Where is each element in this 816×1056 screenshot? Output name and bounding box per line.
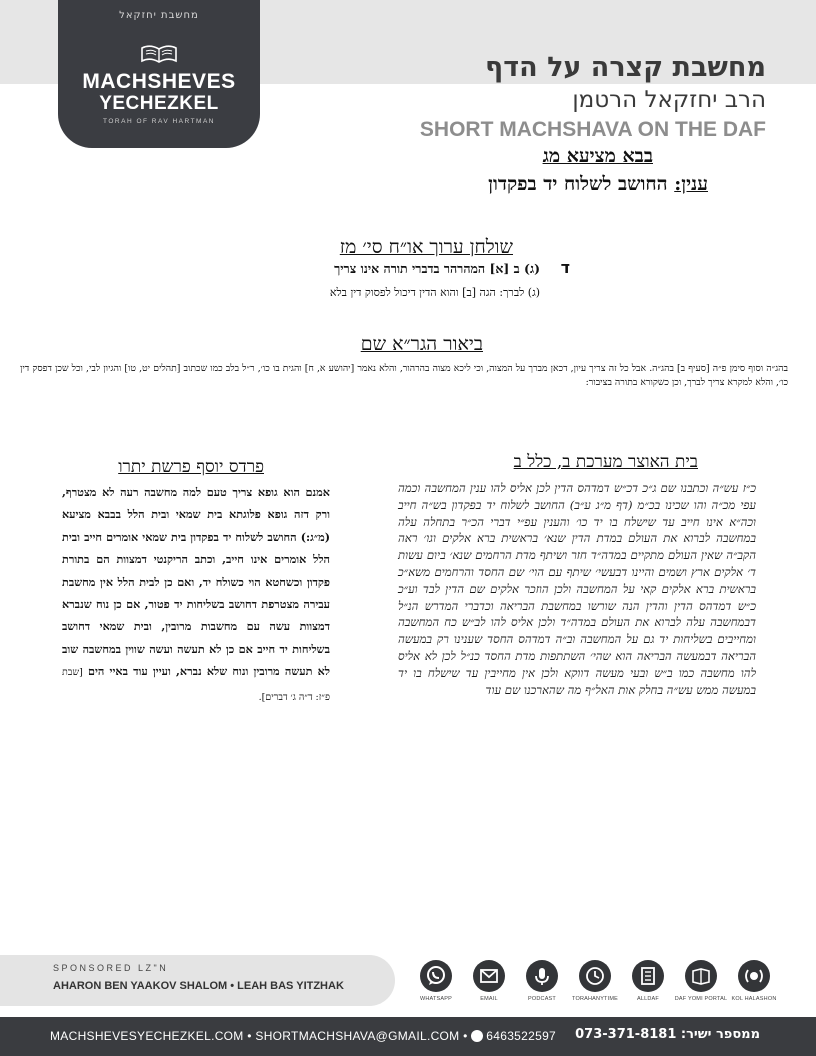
torahanytime-link[interactable] [567,960,623,1002]
logo-tagline: TORAH OF RAV HARTMAN [103,118,215,125]
kol-halashon-icon [738,960,770,992]
topic-text: החושב לשלוח יד בפקדון [488,173,675,195]
open-book-icon [140,42,178,64]
whatsapp-label: WHATSAPP [419,996,453,1002]
kol-halashon-label: KOL HALASHON [731,996,777,1002]
pardes-yosef-heading: פרדס יוסף פרשת יתרו [118,457,264,477]
email-address-link[interactable]: SHORTMACHSHAVA@GMAIL.COM [255,1029,460,1043]
pardes-yosef-source: [שבת פ״ז: ד״ה ג׳ דברים]. [62,667,330,703]
dafyomi-portal-label: DAF YOMI PORTAL [674,996,728,1002]
logo-title-line2: YECHEZKEL [99,93,219,114]
biur-hagra-text: בהג״ה וסוף סימן פ״ה [סעיף ב] בהג״ה. אבל כל זה צריך עיון, דכאן מברך על המצוה, וכי ליכא מצוה בהרהור, והלא נאמר [יהושע א, ח] והגית בו כו׳, ר״ל בלב כמו שכתוב [תהלים יט, טו] והגיון לבי, וכל שכן דפסק דין כו׳, והלא למקרא צריך לברך, וכן כשקורא בתורה בציבור: [20,363,788,388]
contact-line [50,1029,556,1043]
alldaf-icon [632,960,664,992]
kol-halashon-link[interactable] [726,960,782,1002]
direct-number-label: ממספר ישיר: [680,1027,760,1042]
email-icon [473,960,505,992]
beis-haotzar-text: כ״ז עש״ה וכתבנו שם ג״כ דכ״ש דמדהס הדין לכן אליס להו ענין המחשבה וכמה עפי מכ״ה והו שכינו בכ״מ (דף מ״ג ע״ב) החושב לשלוח יד בפקדון בש״ה חייב וכה״א אינו חייב עד שישלח בו יד כו׳ והענין עפ״י דברי הכ״ר בתחלה עלה במחשבה לברוא את העולם במדת הדין שנא׳ בראשית ברא אלקים וגו׳ ראה הקב״ה שאין העולם מתקיים במדה״ד חזר ושיתף מדת הרחמים שנא׳ ביום עשות ד׳ אלקים ארץ ושמים והיינו דבעשי׳ שיתף עם הוי׳ שם החסד והרחמים משא״כ בראשית ברא אלקים קאי על המחשבה ולכן הוזכר אלקים שם הדין לבד וע״כ כ״ש דמדהס הדין והדין הנה שורשו במחשבת הבריאה וכדברי המדרש הנ״ל דבמחשבה עלה לברוא את העולם במדה״ד ולכן אליס להו לב״ש כח המחשבה ומחייבים בשליחות יד גם על המחשבה וב״ה דמדהס החסד שענינו רק במעשה הבריאה דבמעשה הבריאה הוא שהי׳ השתתפות מדת החסד כנ״ל לכן לא אליס להו מחשבה כמו ב״ש ובעי מעשה דווקא ולכן אין מחייבין עד שישלח בו יד במעשה ממש עש״ה בחלק אות האל״ף מה שהארכנו שם עוד [398,481,756,697]
whatsapp-phone-icon [471,1030,483,1042]
separator: • [247,1029,252,1043]
biur-hagra-heading: ביאור הגר״א שם [360,333,483,355]
website-link[interactable]: MACHSHEVESYECHEZKEL.COM [50,1029,244,1043]
topic-label: ענין: [674,173,708,195]
beis-haotzar-heading: בית האוצר מערכת ב, כלל ב [513,452,698,472]
torahanytime-icon [579,960,611,992]
sponsor-names: AHARON BEN YAAKOV SHALOM • LEAH BAS YITZHAK [53,980,344,992]
podcast-icon [526,960,558,992]
dafyomi-portal-link[interactable] [673,960,729,1002]
shulchan-aruch-line1: (ג) ב [א] המהרהר בדברי תורה אינו צריך [334,261,540,276]
direct-number [575,1027,760,1042]
logo-title-line1: MACHSHEVES [82,70,236,93]
podcast-label: PODCAST [528,996,556,1002]
contact-bar [0,1017,816,1056]
shulchan-aruch-heading: שולחן ערוך או״ח סי׳ מז [339,236,513,258]
alldaf-label: ALLDAF [637,996,659,1002]
torahanytime-label: TORAHANYTIME [572,996,618,1002]
pardes-yosef-body [62,481,330,709]
logo[interactable] [58,0,260,148]
shulchan-aruch-line2: (ג) לברך: הגה [ב] והוא הדין דיכול לפסוק דין בלא [329,286,540,299]
english-title: SHORT MACHSHAVA ON THE DAF [419,118,766,141]
email-label: EMAIL [480,996,498,1002]
whatsapp-icon [420,960,452,992]
daf-reference: בבא מציעא מג [542,145,653,167]
email-link[interactable] [461,960,517,1002]
podcast-link[interactable] [514,960,570,1002]
topic-title [488,173,708,196]
sponsored-label: SPONSORED LZ"N [53,963,169,973]
alldaf-link[interactable] [620,960,676,1002]
sponsor-bar [0,955,395,1006]
rav-name: הרב יחזקאל הרטמן [572,87,766,113]
page-title: מחשבת קצרה על הדף [485,52,766,83]
dafyomi-portal-icon [685,960,717,992]
direct-number-value[interactable]: 073-371-8181 [575,1027,677,1042]
logo-hebrew-tagline: מחשבת יחזקאל [119,10,199,21]
separator: • [463,1029,468,1043]
shulchan-aruch-letter: ד [560,258,570,277]
whatsapp-phone[interactable]: 6463522597 [486,1029,557,1043]
pardes-yosef-text: אמנם הוא גופא צריך טעם למה מחשבה רעה לא מצטרף, ורק דזה גופא פלוגתא בית שמאי ובית הלל בבבא מציעא (מ״ג:) החושב לשלוח יד בפקדון בית שמאי אומרים חייב ובית הלל אומרים אינו חייב, וכתב הריקנטי דמצוות הם בתורת פקדון וכשחטא הוי כשולח יד, ואם כן לבית הלל אין מחשבת עבירה מצטרפת דחושב בשליחות יד פטור, אם כן נוח שנברא דמצוות עשה עם מחשבות מרובין, ובית שמאי דחושב בשליחות יד חייב אם כן לא תעשה ועשה שווין במחשבה שוב לא תעשה מרובין ונוח שלא נברא, ועיין עוד באיי הים [62,485,330,679]
contact-icons [408,960,788,1008]
whatsapp-link[interactable] [408,960,464,1002]
